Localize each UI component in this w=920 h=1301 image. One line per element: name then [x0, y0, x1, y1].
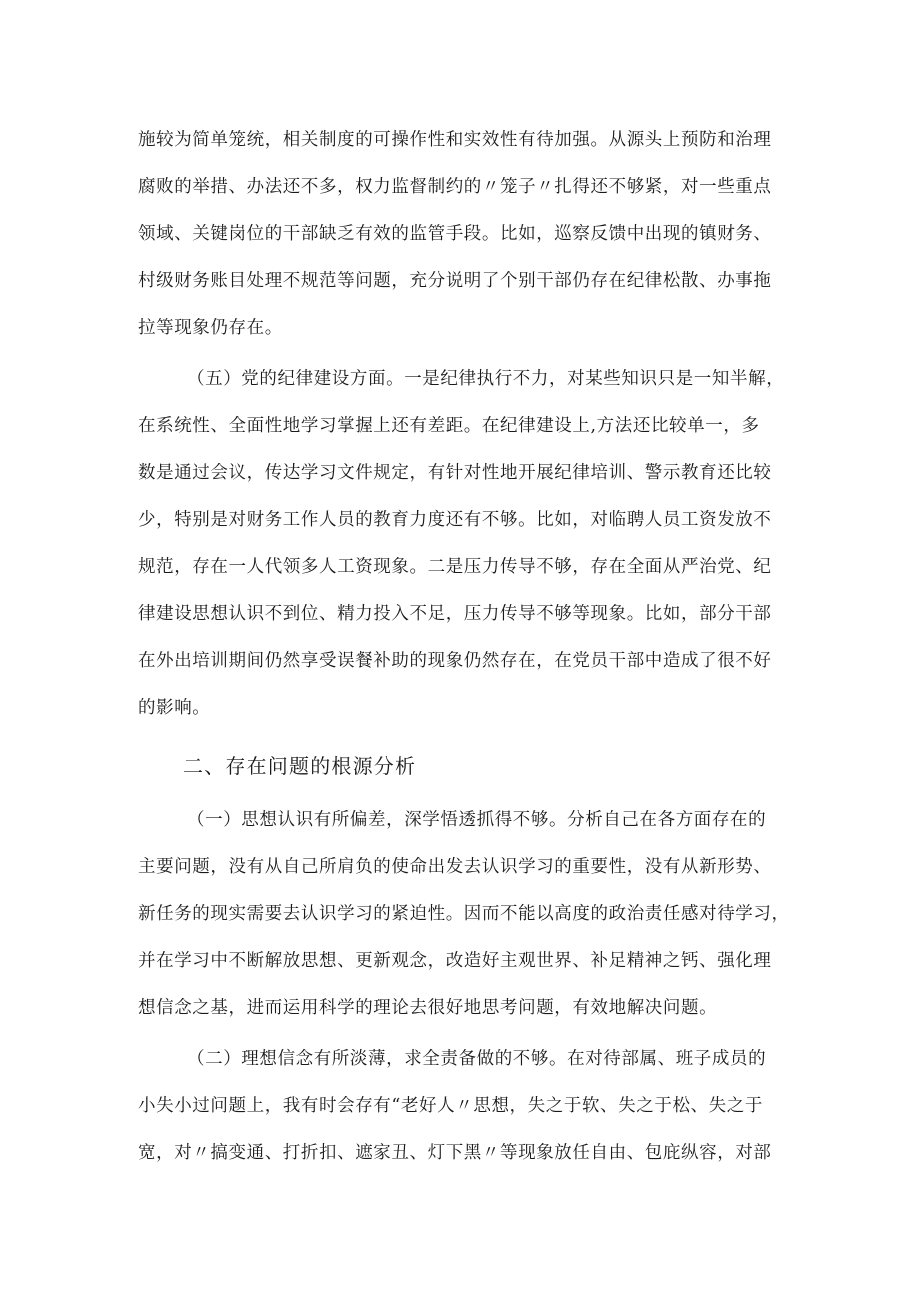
paragraph-line: 新任务的现实需要去认识学习的紧迫性。因而不能以高度的政治责任感对待学习， [138, 904, 790, 924]
paragraph-line: 想信念之基，进而运用科学的理论去很好地思考问题，有效地解决问题。 [138, 998, 718, 1018]
paragraph-line: 腐败的举措、办法还不多，权力监督制约的〃笼子〃扎得还不够紧，对一些重点 [138, 177, 772, 197]
paragraph-line: 领域、关键岗位的干部缺乏有效的监管手段。比如，巡察反馈中出现的镇财务、 [138, 224, 772, 244]
paragraph-line: 律建设思想认识不到位、精力投入不足，压力传导不够等现象。比如，部分干部 [138, 604, 772, 624]
paragraph-line: 拉等现象仍存在。 [138, 318, 283, 338]
paragraph-line: 数是通过会议，传达学习文件规定，有针对性地开展纪律培训、警示教育还比较 [138, 463, 772, 483]
paragraph-line: 在系统性、全面性地学习掌握上还有差距。在纪律建设上,方法还比较单一，多 [138, 416, 760, 436]
paragraph-line: 少，特别是对财务工作人员的教育力度还有不够。比如，对临聘人员工资发放不 [138, 510, 772, 530]
paragraph-line: （五）党的纪律建设方面。一是纪律执行不力，对某些知识只是一知半解， [187, 369, 785, 389]
paragraph-line: （一）思想认识有所偏差，深学悟透抓得不够。分析自己在各方面存在的 [187, 810, 767, 830]
paragraph-line: 宽，对〃搞变通、打折扣、遮家丑、灯下黑〃等现象放任自由、包庇纵容，对部 [138, 1143, 772, 1163]
paragraph-line: 规范，存在一人代领多人工资现象。二是压力传导不够，存在全面从严治党、纪 [138, 557, 772, 577]
paragraph-line: 小失小过问题上，我有时会存有“老好人〃思想，失之于软、失之于松、失之于 [138, 1096, 763, 1116]
paragraph-line: 的影响。 [138, 698, 211, 718]
section-heading: 二、存在问题的根源分析 [183, 754, 417, 778]
paragraph-line: 施较为简单笼统，相关制度的可操作性和实效性有待加强。从源头上预防和治理 [138, 130, 772, 150]
paragraph-line: 村级财务账目处理不规范等问题，充分说明了个别干部仍存在纪律松散、办事拖 [138, 271, 772, 291]
paragraph-line: （二）理想信念有所淡薄，求全责备做的不够。在对待部属、班子成员的 [187, 1049, 767, 1069]
paragraph-line: 主要问题，没有从自己所肩负的使命出发去认识学习的重要性，没有从新形势、 [138, 857, 772, 877]
paragraph-line: 在外出培训期间仍然享受误餐补助的现象仍然存在，在党员干部中造成了很不好 [138, 651, 772, 671]
paragraph-line: 并在学习中不断解放思想、更新观念，改造好主观世界、补足精神之钙、强化理 [138, 951, 772, 971]
